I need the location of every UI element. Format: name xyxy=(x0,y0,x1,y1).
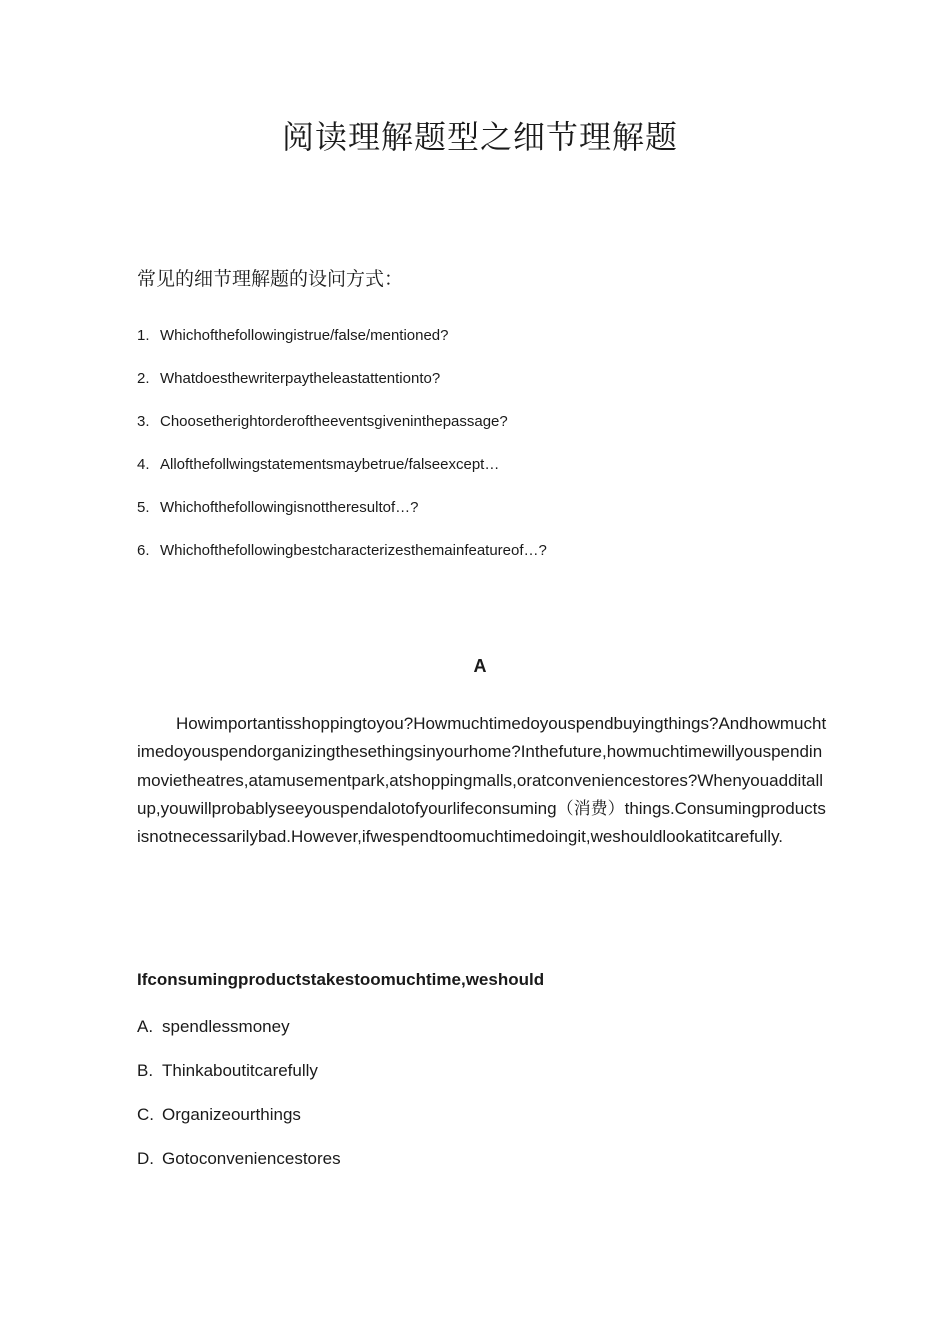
page-title: 阅读理解题型之细节理解题 xyxy=(281,118,678,156)
section-label: A xyxy=(473,656,487,676)
option-c xyxy=(137,1102,341,1146)
option-letter: B. xyxy=(137,1061,154,1080)
list-item xyxy=(137,367,547,410)
question-form-list xyxy=(137,324,547,582)
list-item xyxy=(137,324,547,367)
option-letter: C. xyxy=(137,1105,154,1124)
list-text: Choosetherightorderoftheeventsgiveninthepassage? xyxy=(160,413,508,430)
list-number: 2. xyxy=(137,370,150,387)
list-text: Allofthefollwingstatementsmaybetrue/falseexcept… xyxy=(160,456,500,473)
list-number: 5. xyxy=(137,499,150,516)
list-text: Whichofthefollowingistrue/false/mentioned? xyxy=(160,327,449,344)
option-letter: D. xyxy=(137,1149,154,1168)
list-number: 3. xyxy=(137,413,150,430)
list-item xyxy=(137,539,547,582)
option-text: Gotoconveniencestores xyxy=(162,1149,341,1168)
list-text: Whichofthefollowingbestcharacterizesthemainfeatureof…? xyxy=(160,542,547,559)
option-text: Organizeourthings xyxy=(162,1105,301,1124)
option-d xyxy=(137,1146,341,1190)
list-item xyxy=(137,453,547,496)
intro-heading: 常见的细节理解题的设问方式： xyxy=(137,268,404,290)
list-number: 6. xyxy=(137,542,150,559)
option-text: spendlessmoney xyxy=(162,1017,290,1036)
list-text: Whatdoesthewriterpaytheleastattentionto? xyxy=(160,370,441,387)
option-letter: A. xyxy=(137,1017,154,1036)
list-item xyxy=(137,410,547,453)
answer-options xyxy=(137,1014,341,1190)
question-stem: Ifconsumingproductstakestoomuchtime,weshould xyxy=(137,970,545,989)
list-item xyxy=(137,496,547,539)
list-number: 1. xyxy=(137,327,150,344)
list-text: Whichofthefollowingisnottheresultof…? xyxy=(160,499,419,516)
list-number: 4. xyxy=(137,456,150,473)
option-a xyxy=(137,1014,341,1058)
option-b xyxy=(137,1058,341,1102)
reading-passage: Howimportantisshoppingtoyou?Howmuchtimedoyouspendbuyingthings?Andhowmuchtimedoyouspendorganizingthesethingsinyourhome?Inthefuture,howmuchtimewillyouspendinmovietheatres,atamusementpark,atshoppingmalls,oratconveniencestores?Whenyouadditallup,youwillprobablyseeyouspendalotofyourlifeconsuming（消费）things.Consumingproductsisnotnecessarilybad.However,ifwespendtoomuchtimedoingit,weshouldlookatitcarefully. xyxy=(137,714,827,847)
option-text: Thinkaboutitcarefully xyxy=(162,1061,318,1080)
